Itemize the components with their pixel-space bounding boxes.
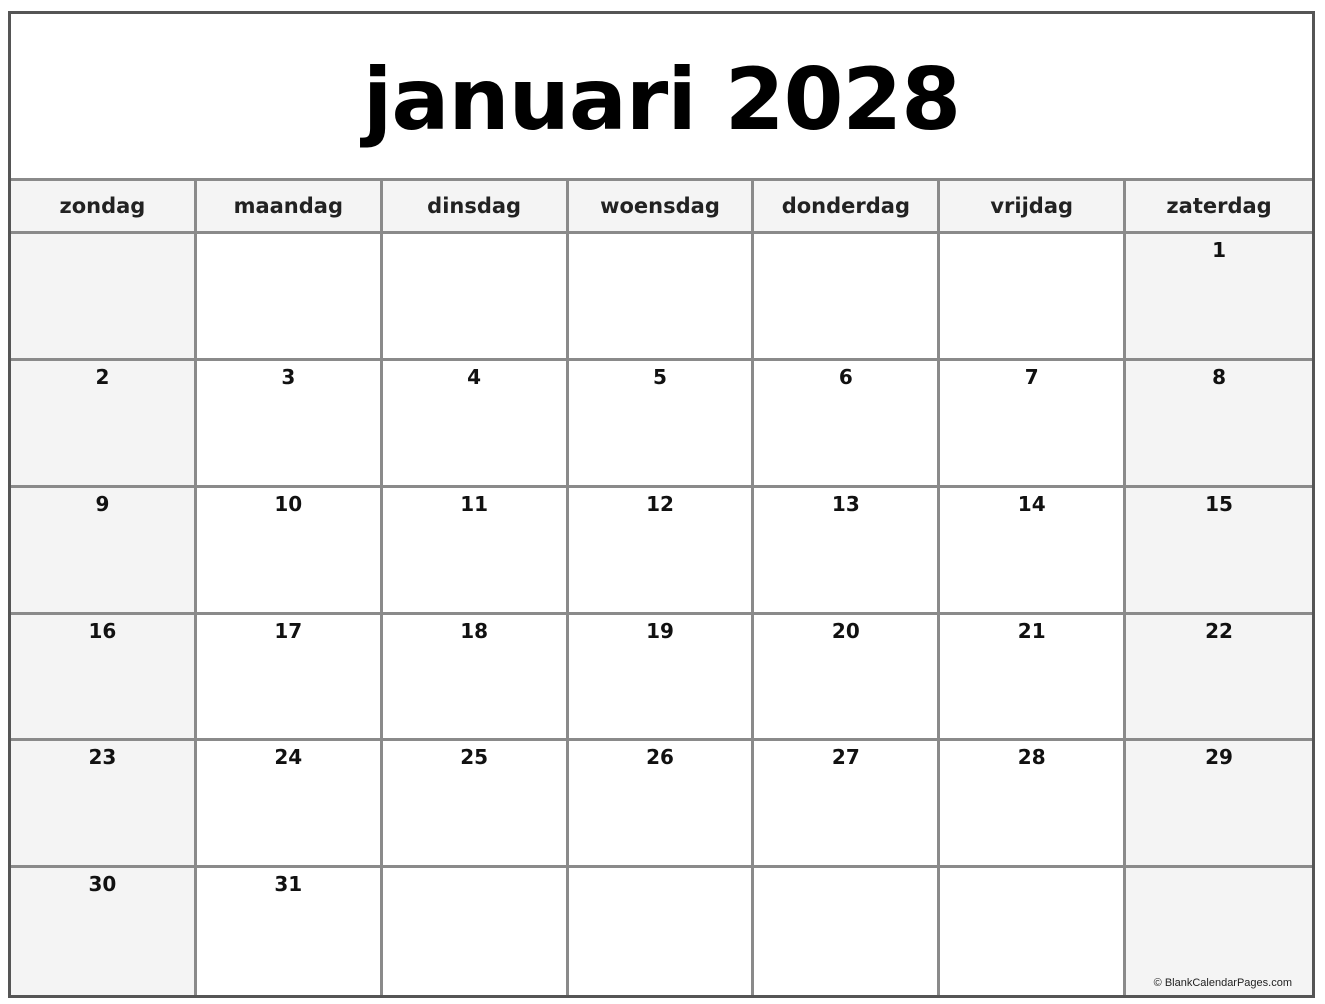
title-bar [11,14,1312,178]
day-cell [569,868,755,995]
day-cell [383,488,569,615]
day-cell [11,741,197,868]
day-cell [11,361,197,488]
day-number: 26 [646,745,674,770]
day-cell [754,615,940,742]
day-number: 8 [1212,364,1227,389]
day-cell [383,741,569,868]
day-cell [1126,361,1312,488]
day-cell [569,234,755,361]
day-number: 5 [653,364,667,389]
day-cell [754,488,940,615]
day-cell [569,361,755,488]
day-cell [569,615,755,742]
day-number: 24 [274,745,303,770]
day-cell [754,868,940,995]
day-number: 23 [88,745,117,770]
day-number: 13 [831,491,860,516]
day-number: 2 [95,364,110,389]
day-number: 27 [831,745,860,770]
day-number: 28 [1017,745,1046,770]
day-cell [197,234,383,361]
day-cell [1126,741,1312,868]
calendar-grid [11,178,1312,995]
day-number: 18 [460,618,489,643]
calendar-page [8,11,1315,998]
day-cell [197,361,383,488]
day-number: 10 [274,491,303,516]
day-number: 3 [281,364,296,389]
day-cell [197,741,383,868]
day-cell [940,615,1126,742]
weekday-header-friday: vrijdag [940,181,1126,234]
day-cell [197,615,383,742]
day-cell [1126,234,1312,361]
day-number: 20 [831,618,860,643]
weekday-header-sunday: zondag [11,181,197,234]
day-cell [754,361,940,488]
day-cell [940,234,1126,361]
day-number: 6 [838,364,853,389]
page-title: januari 2028 [362,50,961,150]
day-number: 7 [1024,364,1039,389]
day-number: 9 [95,491,110,516]
day-number: 25 [460,745,489,770]
day-cell [383,868,569,995]
day-number: 17 [274,618,303,643]
day-cell [569,488,755,615]
day-cell [940,361,1126,488]
day-number: 29 [1205,745,1233,770]
day-cell [940,741,1126,868]
weekday-header-tuesday: dinsdag [383,181,569,234]
day-number: 11 [460,491,489,516]
day-number: 15 [1205,491,1233,516]
day-cell [940,868,1126,995]
day-cell [11,234,197,361]
weekday-header-wednesday: woensdag [569,181,755,234]
day-cell [1126,868,1312,995]
day-number: 19 [646,618,674,643]
day-cell [383,234,569,361]
day-cell [11,488,197,615]
day-cell [197,868,383,995]
day-number: 16 [88,618,117,643]
day-number: 30 [88,872,117,897]
day-cell [1126,488,1312,615]
day-number: 21 [1017,618,1046,643]
day-cell [940,488,1126,615]
day-number: 12 [646,491,674,516]
day-number: 1 [1212,238,1227,262]
day-cell [569,741,755,868]
day-number: 4 [467,364,482,389]
day-cell [754,234,940,361]
day-cell [383,361,569,488]
weekday-header-monday: maandag [197,181,383,234]
weekday-header-thursday: donderdag [754,181,940,234]
day-cell [11,868,197,995]
day-cell [197,488,383,615]
day-cell [11,615,197,742]
day-number: 14 [1017,491,1046,516]
day-cell [1126,615,1312,742]
day-number: 31 [274,872,303,897]
day-cell [754,741,940,868]
day-cell [383,615,569,742]
copyright-credit: © BlankCalendarPages.com [1153,977,1292,989]
day-number: 22 [1205,618,1233,643]
weekday-header-saturday: zaterdag [1126,181,1312,234]
